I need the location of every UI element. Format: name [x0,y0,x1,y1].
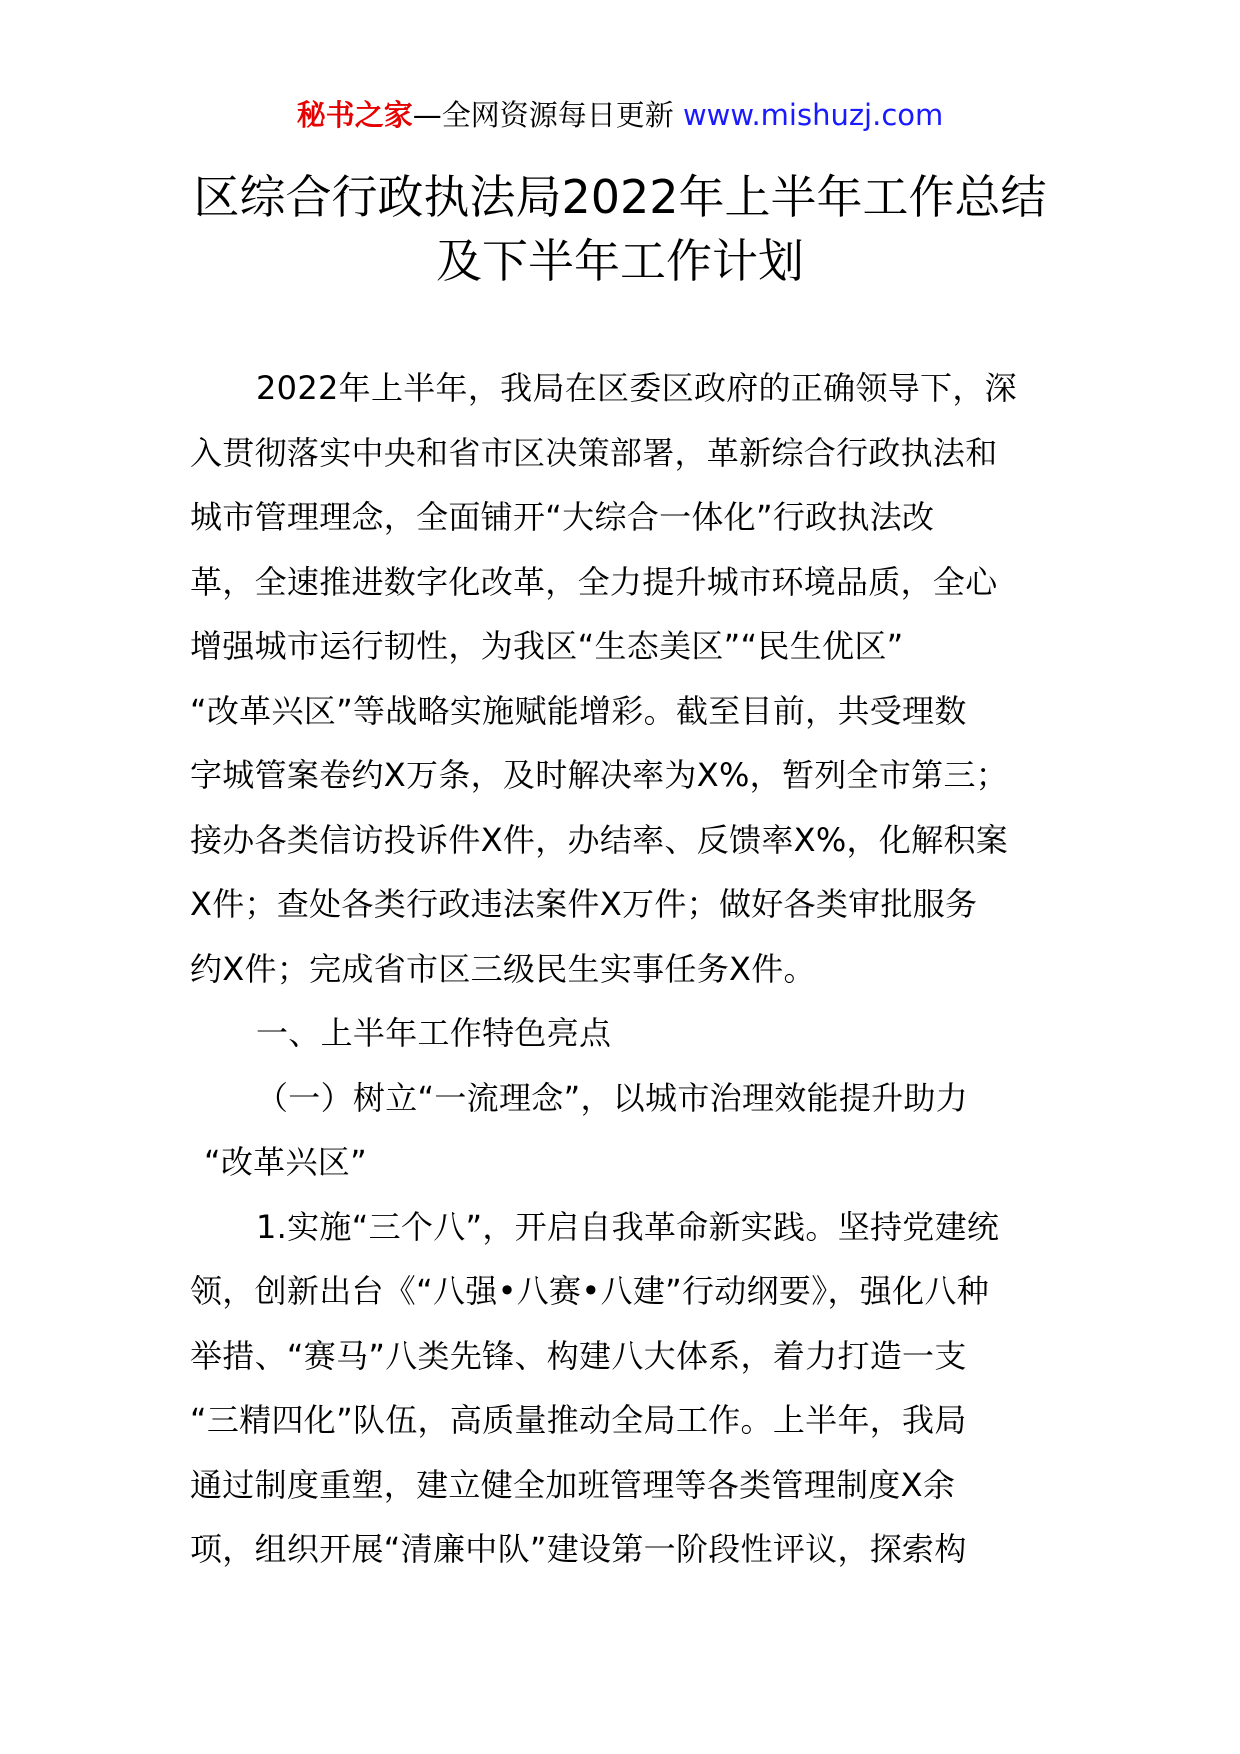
body-line: 入贯彻落实中央和省市区决策部署，革新综合行政执法和 [190,433,998,472]
body-line: 革，全速推进数字化改革，全力提升城市环境品质，全心 [190,562,998,601]
watermark-header [0,95,1240,135]
body-line: 增强城市运行韧性，为我区“生态美区”“民生优区” [190,627,904,665]
body-line: 举措、“赛马”八类先锋、构建八大体系，着力打造一支 [190,1336,967,1375]
body-line: 接办各类信访投诉件X件，办结率、反馈率X%，化解积案 [190,820,1009,859]
body-line: X件；查处各类行政违法案件X万件；做好各类审批服务 [190,885,978,923]
title-line-1: 区综合行政执法局2022年上半年工作总结 [193,170,1047,224]
body-line: 约X件；完成省市区三级民生实事任务X件。 [190,949,816,988]
brand-name: 秘书之家 [296,98,413,132]
body-line: 城市管理理念，全面铺开“大综合一体化”行政执法改 [190,498,935,536]
site-url: www.mishuzj.com [682,98,944,132]
body-line: 2022年上半年，我局在区委区政府的正确领导下，深 [256,369,1017,407]
body-line: 通过制度重塑，建立健全加班管理等各类管理制度X余 [190,1465,956,1504]
title-line-2: 及下半年工作计划 [436,234,804,288]
document-body [190,356,1056,1582]
body-line: 项，组织开展“清廉中队”建设第一阶段性评议，探索构 [190,1530,967,1568]
item-heading: 1.实施“三个八”，开启自我革命新实践。坚持党建统 [256,1207,1000,1246]
subsection-heading-cont: “改革兴区” [204,1143,367,1181]
body-line: “改革兴区”等战略实施赋能增彩。截至目前，共受理数 [190,691,967,730]
subsection-heading: （一）树立“一流理念”，以城市治理效能提升助力 [256,1078,969,1117]
body-line: 领，创新出台《“八强•八赛•八建”行动纲要》，强化八种 [190,1272,990,1310]
tagline: —全网资源每日更新 [412,98,683,132]
document-title [150,165,1090,293]
body-line: “三精四化”队伍，高质量推动全局工作。上半年，我局 [190,1401,967,1439]
section-heading: 一、上半年工作特色亮点 [256,1014,612,1052]
body-line: 字城管案卷约X万条，及时解决率为X%，暂列全市第三； [190,756,1009,794]
